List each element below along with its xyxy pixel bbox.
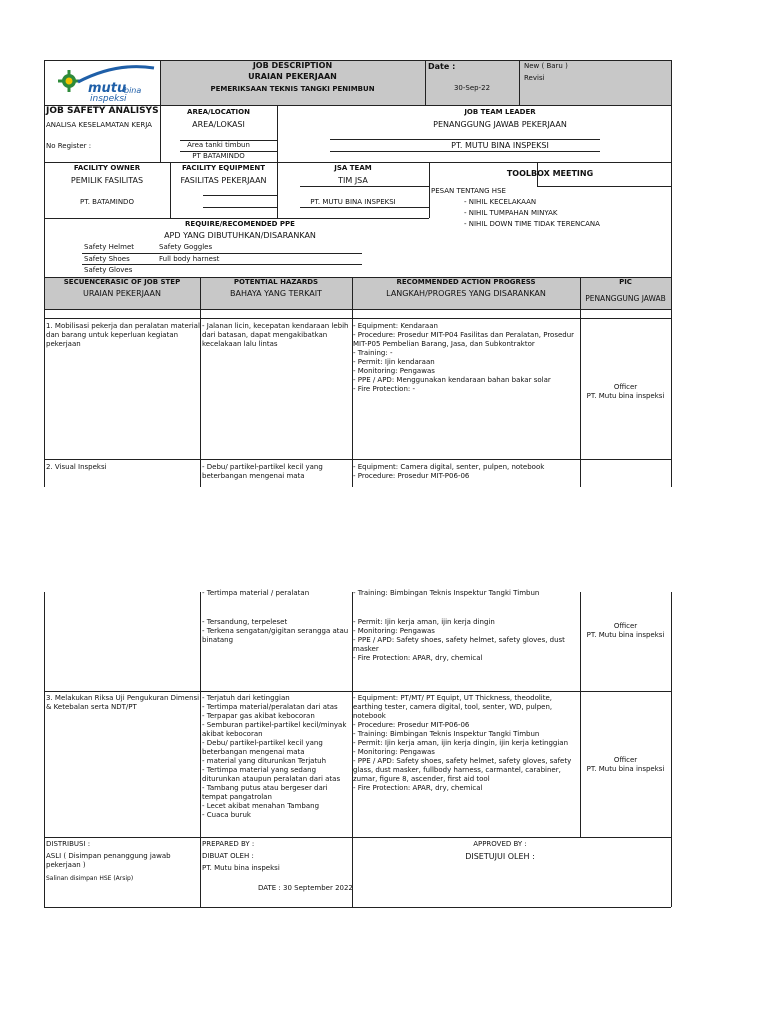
row3-hazard: - Cuaca buruk [202,811,251,819]
equipment-label: FACILITY EQUIPMENT [181,164,265,172]
row2-action-1: - Equipment: Camera digital, senter, pulpen, notebook [353,463,545,471]
ppe-item-harness: Full body harnest [159,255,220,263]
toolbox-item-3: - NIHIL DOWN TIME TIDAK TERENCANA [464,220,600,228]
row1-pic-1: Officer [613,383,638,391]
row1-action-6: - Monitoring: Pengawas [353,367,435,375]
row2-action-top: - Training: Bimbingan Teknis Inspektur Tangki Timbun [353,589,540,597]
owner-value: PT. BATAMINDO [80,198,134,206]
header-title-2: URAIAN PEKERJAAN [248,72,337,81]
row3-action: - Procedure: Prosedur MIT-P06-06 [353,721,470,729]
owner-label: FACILITY OWNER [73,164,141,172]
area-value-1: Area tanki timbun [187,141,250,149]
date-value: 30-Sep-22 [453,84,491,92]
owner-label-id: PEMILIK FASILITAS [70,176,144,185]
area-label: AREA/LOCATION [187,108,250,116]
row3-hazard: diturunkan ataupun peralatan dari atas [202,775,341,783]
logo-brand-suffix: bina [124,86,142,95]
row1-action-8: - Fire Protection: - [353,385,415,393]
row3-hazard: - Tertimpa material/peralatan dari atas [202,703,338,711]
row1-step-3: pekerjaan [46,340,81,348]
jsa-team-label-id: TIM JSA [338,176,368,185]
row2-action-6: masker [353,645,379,653]
row2-step-1: 2. Visual Inspeksi [46,463,107,471]
prepared-label-id: DIBUAT OLEH : [202,852,254,860]
row2-action-4: - Monitoring: Pengawas [353,627,435,635]
row1-pic-2: PT. Mutu bina inspeksi [586,392,665,400]
dist-label: DISTRIBUSI : [46,840,91,848]
row2-hazard-4: - Terkena sengatan/gigitan serangga atau [202,627,349,635]
row3-action: - Equipment: PT/MT/ PT Equipt, UT Thickness, theodolite, [353,694,553,702]
row1-action-2: - Procedure: Prosedur MIT-P04 Fasilitas dan Peralatan, Prosedur [353,331,575,339]
row3-hazard: - Debu/ partikel-partikel kecil yang [202,739,323,747]
ppe-title: REQUIRE/RECOMENDED PPE [185,220,295,228]
row3-hazard: - material yang diturunkan Terjatuh [202,757,327,765]
ppe-item-shoes: Safety Shoes [84,255,130,263]
row1-action-4: - Training: - [353,349,393,357]
toolbox-item-1: - NIHIL KECELAKAAN [464,198,537,206]
register-label: No Register : [46,142,92,150]
row3-step-2: & Ketebalan serta NDT/PT [46,703,137,711]
row2-hazard-3: - Tersandung, terpeleset [202,618,288,626]
page-break [0,487,768,592]
jsa-subtitle: ANALISA KESELAMATAN KERJA [46,121,152,129]
row3-hazard: - Tertimpa material yang sedang [202,766,317,774]
toolbox-title: TOOLBOX MEETING [506,169,594,178]
equipment-label-id: FASILITAS PEKERJAAN [180,176,267,185]
row3-action: earthing tester, camera digital, tool, senter, WD, pulpen, [353,703,553,711]
company-logo [56,64,156,104]
ppe-item-helmet: Safety Helmet [84,243,135,251]
leader-label-id: PENANGGUNG JAWAB PEKERJAAN [433,120,567,129]
row3-pic-1: Officer [613,756,638,764]
leader-label: JOB TEAM LEADER [464,108,536,116]
logo-tagline: inspeksi [90,94,127,104]
row1-action-1: - Equipment: Kendaraan [353,322,438,330]
col-pic-title: PIC [619,278,632,286]
row1-action-3: MIT-P05 Pembelian Barang, Jasa, dan Subkontraktor [353,340,535,348]
row2-hazard-top: - Tertimpa material / peralatan [202,589,310,597]
approved-label: APPROVED BY : [473,840,527,848]
header-subtitle: PEMERIKSAAN TEKNIS TANGKI PENIMBUN [210,85,375,93]
dist-line-3: Salinan disimpan HSE (Arsip) [46,875,134,882]
row2-action-5: - PPE / APD: Safety shoes, safety helmet, safety gloves, dust [353,636,565,644]
ppe-item-gloves: Safety Gloves [84,266,133,274]
row1-hazard-3: kecelakaan lalu lintas [202,340,278,348]
col-action-title: RECOMMENDED ACTION PROGRESS [396,278,536,286]
prepared-date: DATE : 30 September 2022 [258,884,353,892]
row1-hazard-2: dari batasan, dapat mengakibatkan [202,331,328,339]
row3-hazard: - Tambang putus atau bergeser dari [202,784,328,792]
leader-value: PT. MUTU BINA INSPEKSI [451,141,549,150]
col-step-sub: URAIAN PEKERJAAN [82,289,162,298]
row3-hazard: - Lecet akibat menahan Tambang [202,802,320,810]
header-title-1: JOB DESCRIPTION [252,61,333,70]
jsa-title: JOB SAFETY ANALISYS [46,106,159,116]
row3-pic-2: PT. Mutu bina inspeksi [586,765,665,773]
row3-hazard: tempat pangatrolan [202,793,272,801]
row1-action-5: - Permit: Ijin kendaraan [353,358,435,366]
row2-hazard-1: - Debu/ partikel-partikel kecil yang [202,463,323,471]
row3-action: - PPE / APD: Safety shoes, safety helmet, safety gloves, safety [353,757,572,765]
prepared-value: PT. Mutu bina inspeksi [202,864,280,872]
col-hazard-sub: BAHAYA YANG TERKAIT [230,289,322,298]
status-new: New ( Baru ) [524,62,568,70]
toolbox-item-2: - NIHIL TUMPAHAN MINYAK [464,209,558,217]
area-label-id: AREA/LOKASI [192,120,245,129]
row3-action: - Fire Protection: APAR, dry, chemical [353,784,483,792]
col-hazard-title: POTENTIAL HAZARDS [233,278,319,286]
toolbox-label: PESAN TENTANG HSE [431,187,506,195]
row1-action-7: - PPE / APD: Menggunakan kendaraan bahan bakar solar [353,376,551,384]
row2-action-7: - Fire Protection: APAR, dry, chemical [353,654,483,662]
row1-hazard-1: - Jalanan licin, kecepatan kendaraan lebih [202,322,349,330]
row3-action: - Monitoring: Pengawas [353,748,435,756]
row3-hazard: akibat kebocoran [202,730,263,738]
col-pic-sub: PENANGGUNG JAWAB [585,294,666,303]
row3-action: zumar, figure 8, ascender, first aid tool [353,775,490,783]
date-label: Date : [428,62,456,71]
row3-action: notebook [353,712,386,720]
row2-action-2: - Procedure: Prosedur MIT-P06-06 [353,472,470,480]
jsa-team-value: PT. MUTU BINA INSPEKSI [310,198,396,206]
row2-action-3: - Permit: Ijin kerja aman, ijin kerja dingin [353,618,495,626]
row2-pic-1: Officer [613,622,638,630]
jsa-team-label: JSA TEAM [334,164,372,172]
row3-action: - Training: Bimbingan Teknis Inspektur Tangki Timbun [353,730,540,738]
row3-step-1: 3. Melakukan Riksa Uji Pengukuran Dimensi [46,694,200,702]
dist-line-1: ASLI ( Disimpan penanggung jawab [46,852,171,860]
ppe-item-goggles: Safety Goggles [159,243,213,251]
logo-brand: mutu [88,81,127,96]
prepared-label: PREPARED BY : [202,840,255,848]
row1-step-2: dan barang untuk keperluan kegiatan [46,331,179,339]
row2-hazard-5: binatang [202,636,234,644]
ppe-title-id: APD YANG DIBUTUHKAN/DISARANKAN [164,231,316,240]
row1-step-1: 1. Mobilisasi pekerja dan peralatan material [46,322,200,330]
status-revisi: Revisi [524,74,545,82]
row3-hazard: - Terjatuh dari ketinggian [202,694,290,702]
area-value-2: PT BATAMINDO [192,152,245,160]
row3-action: - Permit: Ijin kerja aman, ijin kerja dingin, ijin kerja ketinggian [353,739,569,747]
row3-hazard: - Terpapar gas akibat kebocoran [202,712,315,720]
row3-action: glass, dust masker, fullbody harness, carmantel, carabiner, [353,766,561,774]
row2-hazard-2: beterbangan mengenai mata [202,472,305,480]
row3-hazard: - Semburan partikel-partikel kecil/minyak [202,721,347,729]
row3-hazard: beterbangan mengenai mata [202,748,305,756]
col-step-title: SECUENCERASIC OF JOB STEP [63,278,181,286]
approved-label-id: DISETUJUI OLEH : [465,852,535,861]
row2-pic-2: PT. Mutu bina inspeksi [586,631,665,639]
col-action-sub: LANGKAH/PROGRES YANG DISARANKAN [386,289,546,298]
dist-line-2: pekerjaan ) [46,861,86,869]
